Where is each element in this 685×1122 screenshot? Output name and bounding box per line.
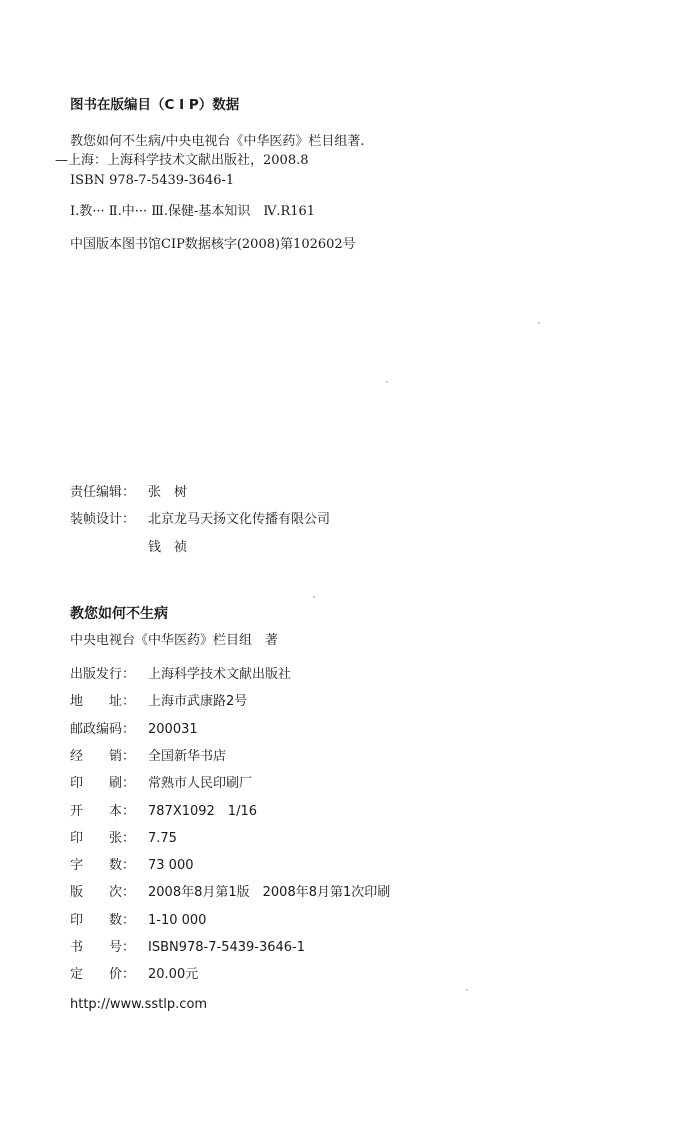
detail-value: ISBN978-7-5439-3646-1	[148, 940, 306, 955]
detail-value: 73 000	[148, 858, 194, 874]
detail-value: 全国新华书店	[148, 748, 227, 764]
scan-speck	[386, 381, 388, 383]
detail-row	[70, 693, 247, 711]
cip-line-3: ISBN 978-7-5439-3646-1	[70, 173, 235, 188]
detail-row	[70, 748, 226, 766]
detail-row	[70, 775, 252, 793]
detail-row	[70, 939, 305, 957]
scan-speck	[538, 322, 540, 324]
detail-value: 7.75	[148, 830, 177, 846]
detail-row	[70, 912, 206, 930]
detail-label: 定 价：	[70, 967, 136, 983]
detail-row	[70, 857, 194, 875]
detail-label: 邮政编码：	[70, 721, 136, 737]
detail-label: 印 张：	[70, 830, 136, 846]
book-author: 中央电视台《中华医药》栏目组 著	[70, 633, 279, 648]
detail-row	[70, 884, 390, 902]
design-label: 装帧设计：	[70, 512, 136, 527]
detail-value: 787X1092 1/16	[148, 803, 257, 819]
detail-value: 200031	[148, 721, 198, 737]
detail-label: 版 次：	[70, 885, 136, 901]
detail-value: 1-10 000	[148, 912, 207, 928]
editor-row	[70, 484, 187, 502]
scan-speck	[313, 596, 315, 598]
detail-label: 印 刷：	[70, 776, 136, 792]
design-value-2: 钱 祯	[148, 540, 188, 555]
cip-line-5: 中国版本图书馆CIP数据核字(2008)第102602号	[70, 237, 356, 252]
detail-row	[70, 966, 198, 984]
detail-row	[70, 803, 257, 821]
detail-label: 字 数：	[70, 858, 136, 874]
detail-label: 书 号：	[70, 940, 136, 955]
cip-line-2: —上海：上海科学技术文献出版社，2008.8	[55, 153, 309, 168]
detail-label: 经 销：	[70, 748, 136, 764]
editor-value: 张 树	[148, 485, 188, 500]
detail-label: 出版发行：	[70, 667, 136, 682]
cip-line-1: 教您如何不生病/中央电视台《中华医药》栏目组著.	[70, 134, 365, 149]
detail-label: 开 本：	[70, 803, 136, 819]
detail-value: 上海科学技术文献出版社	[148, 667, 292, 682]
detail-row	[70, 830, 177, 848]
cip-title: 图书在版编目（C I P）数据	[70, 97, 240, 113]
cip-line-4: Ⅰ.教··· Ⅱ.中··· Ⅲ.保健-基本知识 Ⅳ.R161	[70, 204, 316, 219]
detail-label: 地 址：	[70, 694, 136, 710]
detail-value: 2008年8月第1版 2008年8月第1次印刷	[148, 885, 391, 901]
detail-value: 常熟市人民印刷厂	[148, 776, 253, 792]
design-row	[70, 511, 330, 529]
design-value-1: 北京龙马天扬文化传播有限公司	[148, 512, 331, 527]
editor-label: 责任编辑：	[70, 485, 136, 500]
detail-row	[70, 666, 291, 684]
detail-value: 上海市武康路2号	[148, 694, 248, 710]
detail-value: 20.00元	[148, 967, 199, 983]
book-title: 教您如何不生病	[70, 606, 168, 622]
detail-row	[70, 721, 198, 739]
publisher-url: http://www.sstlp.com	[70, 997, 208, 1012]
detail-label: 印 数：	[70, 912, 136, 928]
scan-speck	[466, 989, 468, 991]
